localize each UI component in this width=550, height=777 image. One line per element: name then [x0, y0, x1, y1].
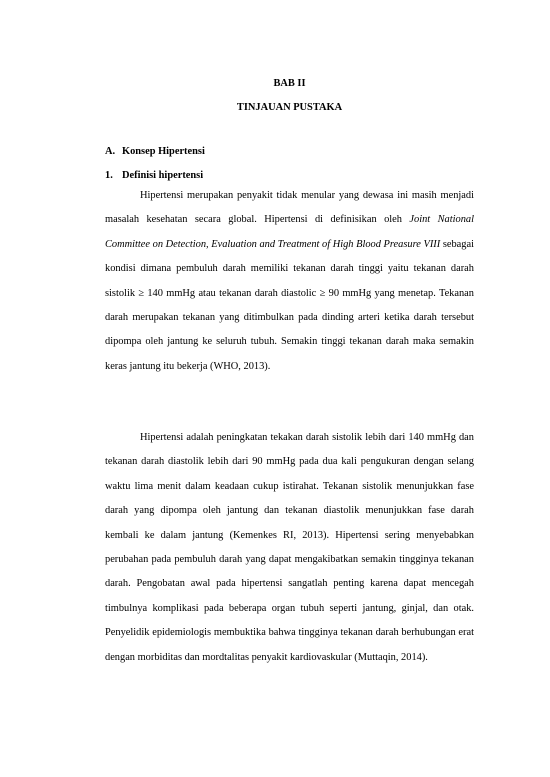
paragraph-text: Hipertensi merupakan penyakit tidak menular yang dewasa ini masih menjadi masalah kesehatan secara global. Hipertensi di definisikan oleh: [105, 190, 474, 226]
chapter-number: BAB II: [273, 78, 306, 89]
section-title: Konsep Hipertensi: [122, 146, 205, 157]
chapter-title: TINJAUAN PUSTAKA: [236, 102, 343, 113]
section-heading: [105, 145, 205, 159]
subsection-heading: [105, 169, 203, 183]
paragraph-text: sebagai kondisi dimana pembuluh darah memiliki tekanan darah tinggi yaitu tekanan darah sistolik ≥ 140 mmHg atau tekanan darah diastolic ≥ 90 mmHg yang menetap. Tekanan darah merupakan tekanan yang ditimbulkan pada dinding arteri ketika darah tersebut dipompa oleh jantung ke seluruh tubuh. Semakin tinggi tekanan darah maka semakin keras jantung itu bekerja (WHO, 2013).: [105, 238, 474, 372]
italic-committee-name: Joint National Committee on Detection, Evaluation and Treatment of High Blood Preasure VIII: [105, 214, 475, 250]
subsection-number: 1.: [105, 170, 113, 181]
subsection-title: Definisi hipertensi: [122, 170, 204, 181]
paragraph-explanation: Hipertensi adalah peningkatan tekakan darah sistolik lebih dari 140 mmHg dan tekanan darah diastolik lebih dari 90 mmHg pada dua kali pengukuran dengan selang waktu lima menit dalam keadaan cukup istirahat. Tekanan sistolik menunjukkan fase darah yang dipompa oleh jantung dan tekanan diastolik menunjukkan fase darah kembali ke dalam jantung (Kemenkes RI, 2013). Hipertensi sering menyebabkan perubahan pada pembuluh darah yang dapat mengakibatkan semakin tingginya tekanan darah. Pengobatan awal pada hipertensi sangatlah penting karena dapat mencegah timbulnya komplikasi pada beberapa organ tubuh seperti jantung, ginjal, dan otak. Penyelidik epidemiologis membuktika bahwa tingginya tekanan darah berhubungan erat dengan morbiditas dan mordtalitas penyakit kardiovaskular (Muttaqin, 2014).: [105, 432, 474, 663]
section-letter: A.: [105, 146, 116, 157]
paragraph-definition: [105, 184, 474, 379]
